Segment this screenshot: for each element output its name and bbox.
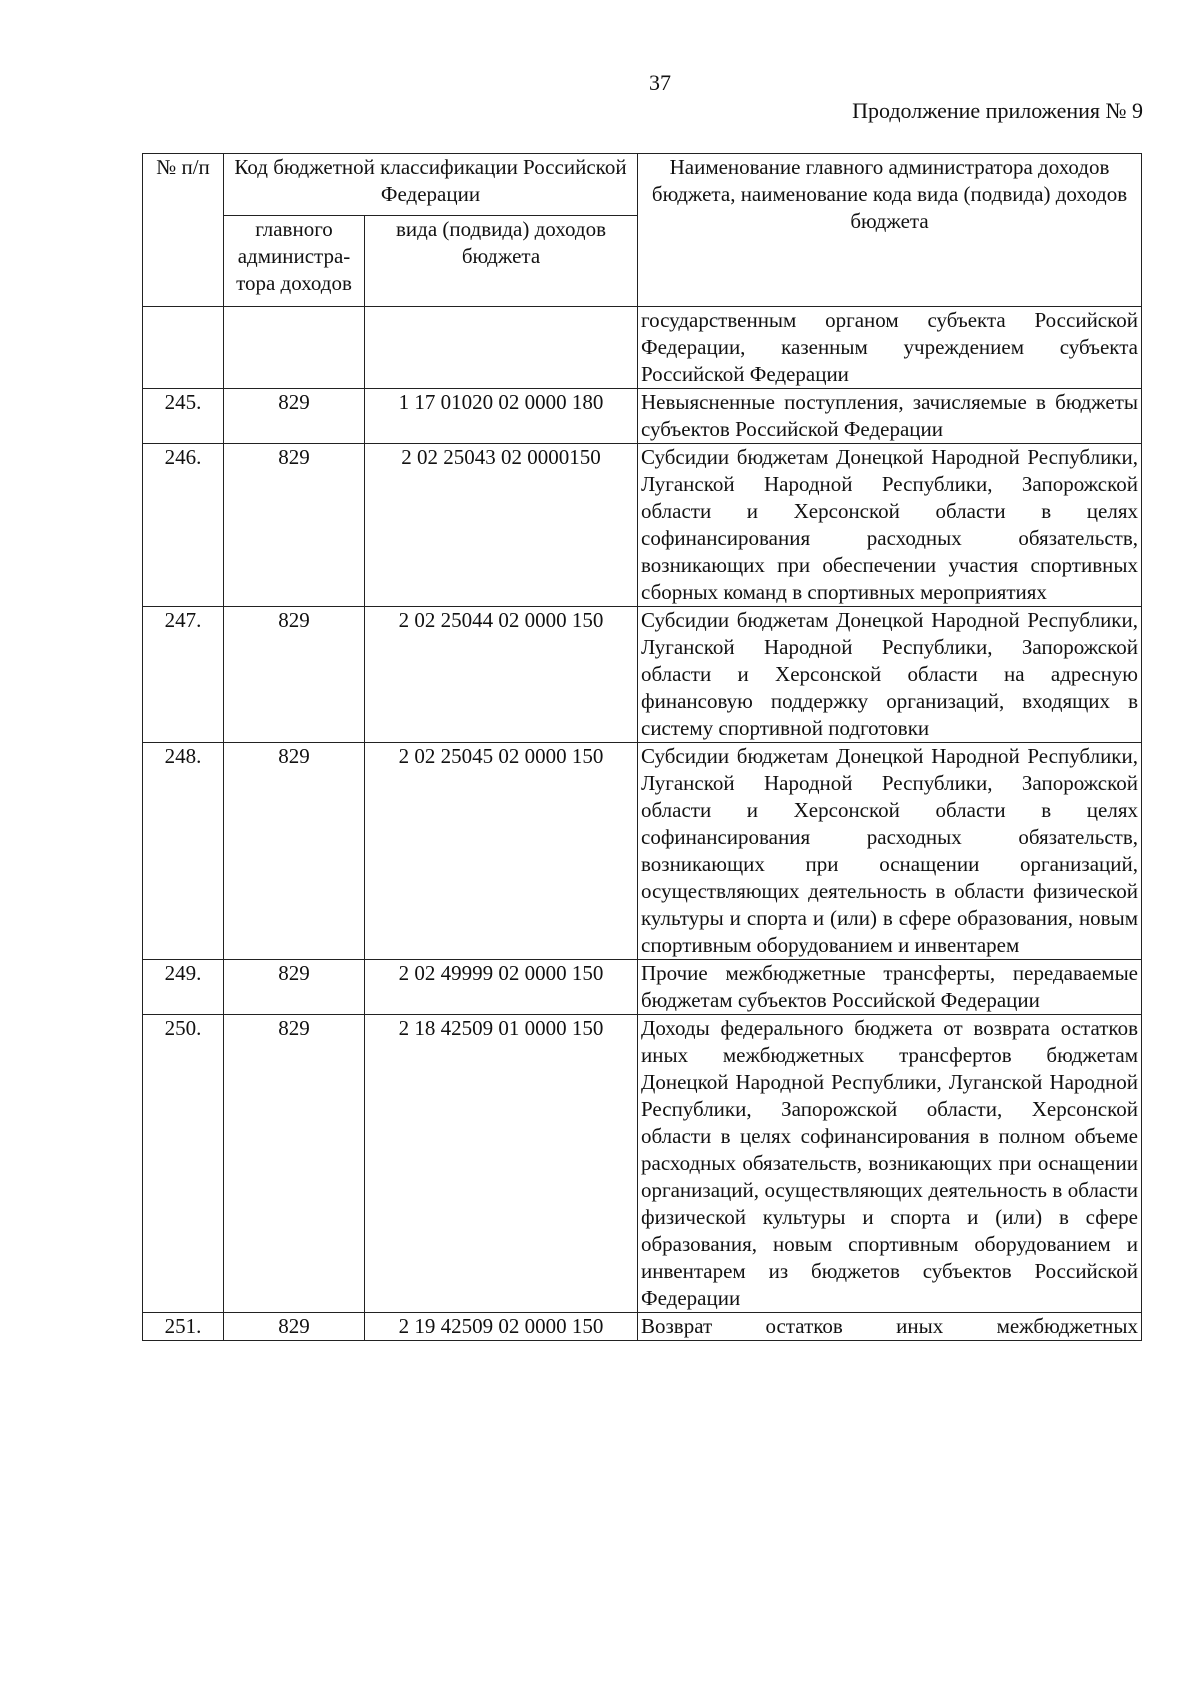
admin-code-cell <box>224 307 365 389</box>
table-row <box>143 1313 1142 1341</box>
admin-code-cell: 829 <box>224 444 365 607</box>
table-body <box>143 307 1142 1341</box>
table-row <box>143 389 1142 444</box>
header-admin-code: главного администра-тора доходов <box>224 216 365 307</box>
description-cell: Субсидии бюджетам Донецкой Народной Республики, Луганской Народной Республики, Запорожской области и Херсонской области в целях софинансирования расходных обязательств, возникающих при оснащении организаций, осуществляющих деятельность в области физической культуры и спорта и (или) в сфере образования, новым спортивным оборудованием и инвентарем <box>638 743 1142 960</box>
header-code-group: Код бюджетной классификации Российской Федерации <box>224 154 638 216</box>
table-row <box>143 1015 1142 1313</box>
description-cell: государственным органом субъекта Российской Федерации, казенным учреждением субъекта Российской Федерации <box>638 307 1142 389</box>
income-code-cell: 2 19 42509 02 0000 150 <box>365 1313 638 1341</box>
row-number-cell: 250. <box>143 1015 224 1313</box>
page-number: 37 <box>649 70 671 95</box>
description-cell: Доходы федерального бюджета от возврата остатков иных межбюджетных трансфертов бюджетам Донецкой Народной Республики, Луганской Народной Республики, Запорожской области, Херсонской области в целях софинансирования в полном объеме расходных обязательств, возникающих при оснащении организаций, осуществляющих деятельность в области физической культуры и спорта и (или) в сфере образования, новым спортивным оборудованием и инвентарем из бюджетов субъектов Российской Федерации <box>638 1015 1142 1313</box>
table-row <box>143 444 1142 607</box>
description-cell: Невыясненные поступления, зачисляемые в бюджеты субъектов Российской Федерации <box>638 389 1142 444</box>
table-header <box>143 154 1142 307</box>
budget-classification-table <box>142 153 1142 1341</box>
description-cell: Субсидии бюджетам Донецкой Народной Республики, Луганской Народной Республики, Запорожской области и Херсонской области на адресную финансовую поддержку организаций, входящих в систему спортивной подготовки <box>638 607 1142 743</box>
table-row <box>143 743 1142 960</box>
description-cell: Субсидии бюджетам Донецкой Народной Республики, Луганской Народной Республики, Запорожской области и Херсонской области в целях софинансирования расходных обязательств, возникающих при обеспечении участия спортивных сборных команд в спортивных мероприятиях <box>638 444 1142 607</box>
row-number-cell: 251. <box>143 1313 224 1341</box>
income-code-cell: 2 02 25045 02 0000 150 <box>365 743 638 960</box>
table-row <box>143 607 1142 743</box>
row-number-cell: 247. <box>143 607 224 743</box>
admin-code-cell: 829 <box>224 607 365 743</box>
income-code-cell <box>365 307 638 389</box>
row-number-cell: 249. <box>143 960 224 1015</box>
admin-code-cell: 829 <box>224 389 365 444</box>
description-cell: Прочие межбюджетные трансферты, передаваемые бюджетам субъектов Российской Федерации <box>638 960 1142 1015</box>
header-number: № п/п <box>143 154 224 307</box>
header-name: Наименование главного администратора доходов бюджета, наименование кода вида (подвида) доходов бюджета <box>638 154 1142 307</box>
appendix-label: Продолжение приложения № 9 <box>852 98 1143 123</box>
admin-code-cell: 829 <box>224 1015 365 1313</box>
admin-code-cell: 829 <box>224 743 365 960</box>
header-income-kind: вида (подвида) доходов бюджета <box>365 216 638 307</box>
admin-code-cell: 829 <box>224 960 365 1015</box>
row-number-cell: 246. <box>143 444 224 607</box>
row-number-cell: 248. <box>143 743 224 960</box>
row-number-cell: 245. <box>143 389 224 444</box>
description-cell: Возврат остатков иных межбюджетных <box>638 1313 1142 1341</box>
admin-code-cell: 829 <box>224 1313 365 1341</box>
income-code-cell: 2 02 49999 02 0000 150 <box>365 960 638 1015</box>
row-number-cell <box>143 307 224 389</box>
table-row <box>143 307 1142 389</box>
income-code-cell: 2 02 25043 02 0000150 <box>365 444 638 607</box>
income-code-cell: 1 17 01020 02 0000 180 <box>365 389 638 444</box>
table-row <box>143 960 1142 1015</box>
income-code-cell: 2 02 25044 02 0000 150 <box>365 607 638 743</box>
income-code-cell: 2 18 42509 01 0000 150 <box>365 1015 638 1313</box>
